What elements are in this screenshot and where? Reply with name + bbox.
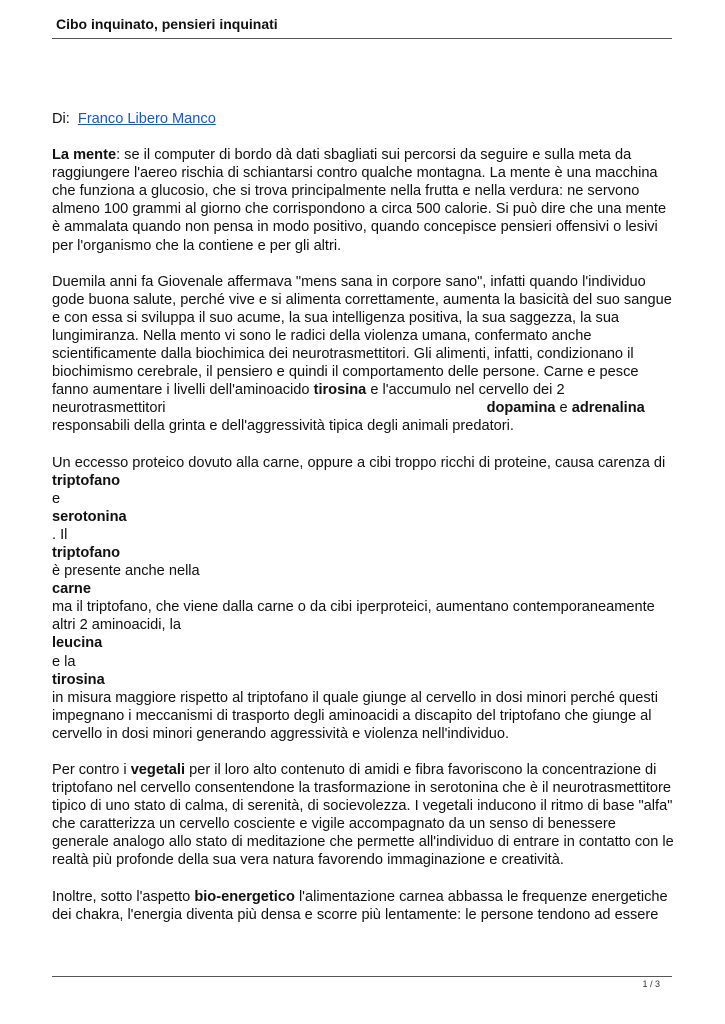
- author-link[interactable]: Franco Libero Manco: [77, 111, 216, 127]
- paragraph-vegetables: [52, 761, 674, 870]
- paragraph-bioenergetic: [52, 888, 674, 924]
- paragraph-text: e: [52, 490, 61, 507]
- paragraph-text: Un eccesso proteico dovuto alla carne, oppure a cibi troppo ricchi di proteine, causa carenza di: [52, 454, 666, 471]
- paragraph-text: . Il: [52, 526, 68, 543]
- paragraph-text: è presente anche nella: [52, 563, 200, 580]
- paragraph-mind: [52, 146, 674, 255]
- paragraph-text: : se il computer di bordo dà dati sbagliati sui percorsi da seguire e sulla meta da raggiungere l'aereo rischia di schiantarsi contro qualche montagna. La mente è una macchina che funziona a glucosio, che si trova principalmente nella frutta e nella verdura: ne servono almeno 100 grammi al giorno che corrispondono a circa 500 calorie. Si può dire che una mente è ammalata quando non pensa in modo positivo, quando concepisce pensieri offensivi o lesivi per l'organismo che la contiene e per gli altri.: [52, 147, 667, 254]
- document-title: Cibo inquinato, pensieri inquinati: [56, 16, 278, 32]
- bold-term: dopamina: [486, 400, 556, 417]
- page-number: 1 / 3: [642, 979, 660, 989]
- bold-term: bio-energetico: [194, 888, 295, 905]
- paragraph-protein: [52, 454, 674, 744]
- paragraph-text: ma il triptofano, che viene dalla carne o da cibi iperproteici, aumentano contemporaneamente altri 2 aminoacidi, la: [52, 599, 655, 634]
- author-prefix: Di:: [52, 111, 70, 127]
- bold-term: triptofano: [52, 472, 121, 489]
- page-footer: [52, 976, 672, 989]
- paragraph-text: in misura maggiore rispetto al triptofano il quale giunge al cervello in dosi minori perché questi impegnano i meccanismi di trasporto degli aminoacidi a discapito del triptofano che giunge al cervello in dosi minori generando aggressività e violenza nell'individuo.: [52, 689, 658, 742]
- bold-term: adrenalina: [571, 400, 645, 417]
- paragraph-text: Per contro i: [52, 762, 127, 778]
- paragraph-text: responsabili della grinta e dell'aggressività tipica degli animali predatori.: [52, 418, 514, 435]
- paragraph-text: Inoltre, sotto l'aspetto: [52, 888, 191, 905]
- author-line: [52, 110, 674, 128]
- paragraph-juvenal: [52, 273, 674, 436]
- paragraph-text: e: [559, 400, 568, 417]
- bold-term: serotonina: [52, 508, 127, 525]
- page-header: [52, 14, 672, 39]
- bold-term: tirosina: [52, 671, 105, 688]
- paragraph-text: e la: [52, 653, 76, 670]
- paragraph-text: e l'accumulo nel cervello dei 2 neurotrasmettitori: [52, 382, 565, 417]
- article-body: [52, 110, 674, 942]
- bold-term: La mente: [52, 147, 117, 164]
- bold-term: vegetali: [130, 762, 186, 778]
- bold-term: triptofano: [52, 544, 121, 561]
- paragraph-text: Duemila anni fa Giovenale affermava "mens sana in corpore sano", infatti quando l'individuo gode buona salute, perché vive e si alimenta correttamente, aumenta la basicità del suo sangue e con essa si sviluppa il suo acume, la sua intelligenza positiva, la sua saggezza, la sua lungimiranza. Nella mento vi sono le radici della violenza umana, confermato anche scientificamente dalla biochimica dei neurotrasmettitori. Gli alimenti, infatti, condizionano il biochimismo cerebrale, il pensiero e quindi il comportamento delle persone. Carne e pesce fanno aumentare i livelli dell'aminoacido: [52, 273, 672, 399]
- paragraph-text: per il loro alto contenuto di amidi e fibra favoriscono la concentrazione di triptofano nel cervello consentendone la trasformazione in serotonina che è il neurotrasmettitore tipico di uno stato di calma, di serenità, di socievolezza. I vegetali inducono il ritmo di base "alfa" che caratterizza un cervello cosciente e vigile accompagnato da un senso di benessere generale analogo allo stato di meditazione che permette all'individuo di entrare in contatto con le realtà più profonde della sua vera natura favorendo immaginazione e creatività.: [52, 762, 674, 869]
- paragraph-text: l'alimentazione carnea abbassa le frequenze energetiche dei chakra, l'energia diventa più densa e scorre più lentamente: le persone tendono ad essere: [52, 888, 668, 923]
- bold-term: tirosina: [313, 382, 367, 399]
- bold-term: carne: [52, 581, 91, 598]
- bold-term: leucina: [52, 635, 103, 652]
